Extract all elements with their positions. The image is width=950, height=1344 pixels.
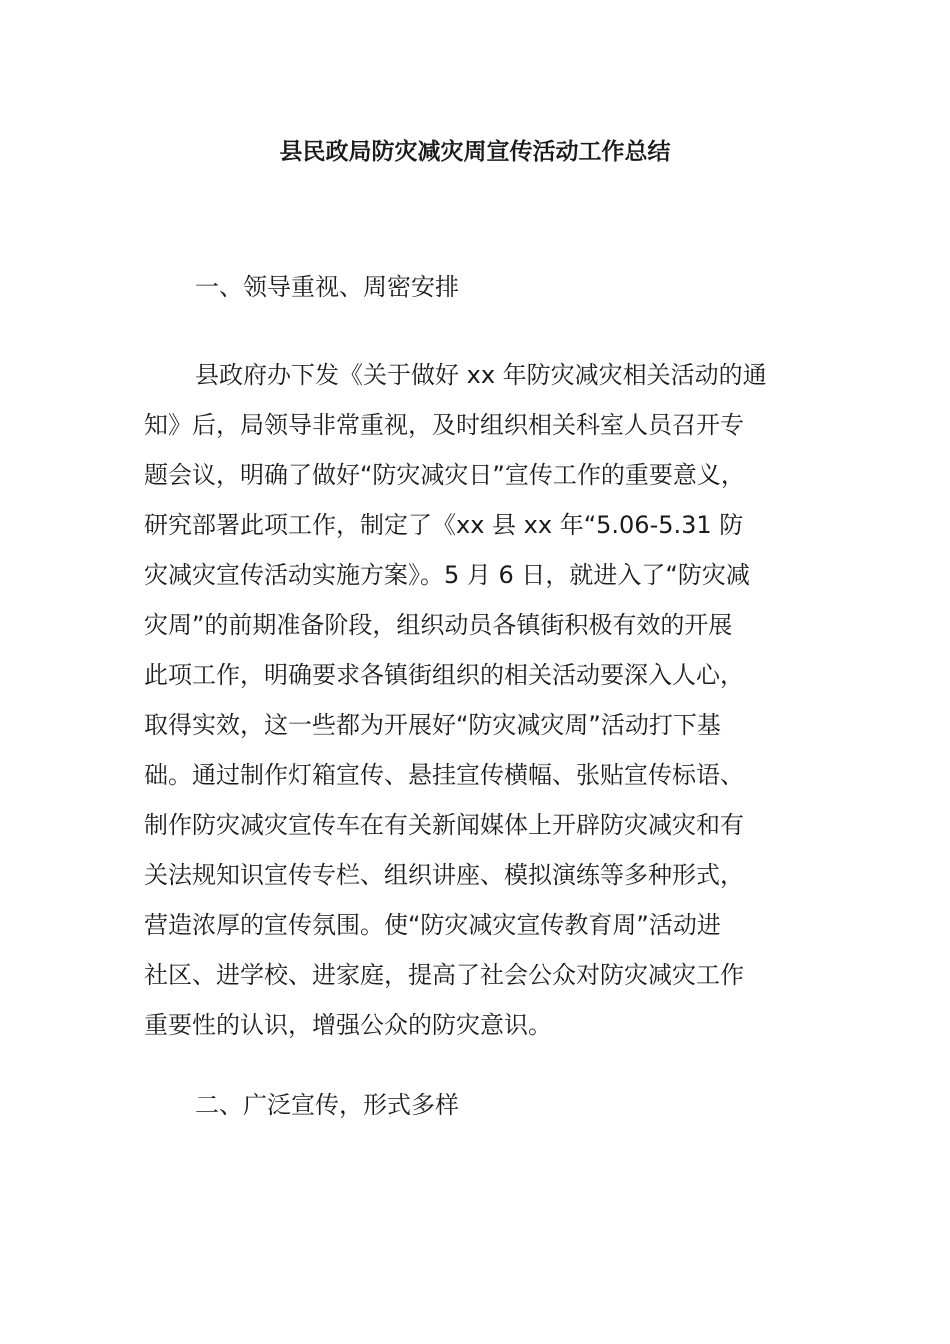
- paragraph-line: 研究部署此项工作，制定了《xx 县 xx 年“5.06-5.31 防: [144, 511, 744, 539]
- paragraph-line: 营造浓厚的宣传氛围。使“防灾减灾宣传教育周”活动进: [144, 911, 721, 939]
- paragraph-line: 关法规知识宣传专栏、组织讲座、模拟演练等多种形式，: [144, 861, 744, 889]
- paragraph-line: 灾周”的前期准备阶段，组织动员各镇街积极有效的开展: [144, 611, 733, 639]
- paragraph-line: 重要性的认识，增强公众的防灾意识。: [144, 1011, 552, 1039]
- paragraph-line: 取得实效，这一些都为开展好“防灾减灾周”活动打下基: [144, 711, 721, 739]
- paragraph-line: 灾减灾宣传活动实施方案》。5 月 6 日，就进入了“防灾减: [144, 561, 750, 589]
- section-heading-1: 一、领导重视、周密安排: [195, 273, 459, 301]
- paragraph-line: 础。通过制作灯箱宣传、悬挂宣传横幅、张贴宣传标语、: [144, 761, 744, 789]
- paragraph-line: 县政府办下发《关于做好 xx 年防灾减灾相关活动的通: [195, 361, 767, 389]
- paragraph-line: 题会议，明确了做好“防灾减灾日”宣传工作的重要意义，: [144, 461, 745, 489]
- paragraph-line: 知》后，局领导非常重视，及时组织相关科室人员召开专: [144, 411, 744, 439]
- paragraph-line: 社区、进学校、进家庭，提高了社会公众对防灾减灾工作: [144, 961, 744, 989]
- section-heading-2: 二、广泛宣传，形式多样: [195, 1091, 459, 1119]
- paragraph-line: 此项工作，明确要求各镇街组织的相关活动要深入人心，: [144, 661, 744, 689]
- document-title: 县民政局防灾减灾周宣传活动工作总结: [279, 139, 671, 165]
- section-1-paragraph: [144, 350, 809, 1050]
- paragraph-line: 制作防灾减灾宣传车在有关新闻媒体上开辟防灾减灾和有: [144, 811, 744, 839]
